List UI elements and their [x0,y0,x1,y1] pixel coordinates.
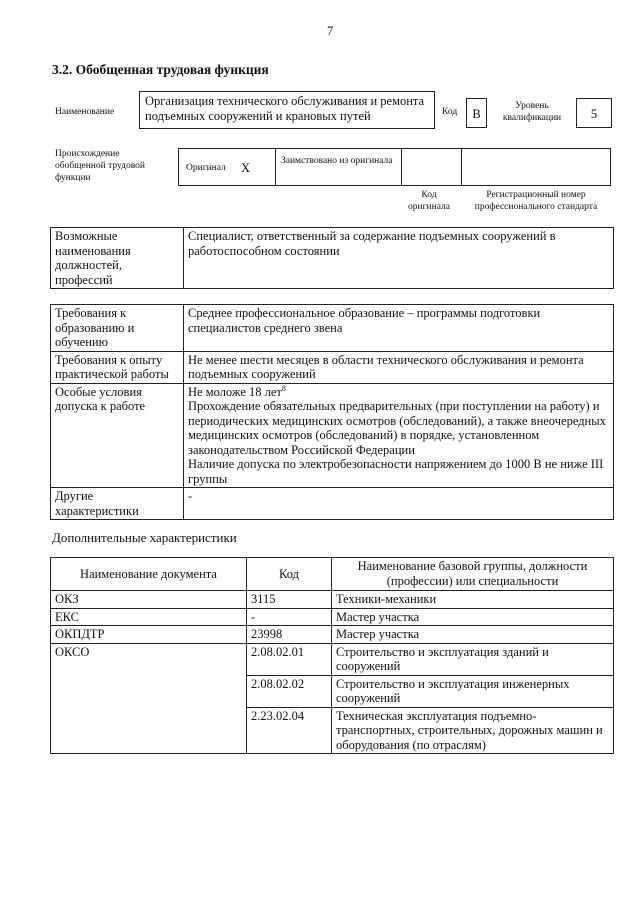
name-value: Организация технического обслуживания и ремонта подъемных сооружений и крановых путей [139,91,435,129]
age-requirement: Не моложе 18 лет [188,384,282,399]
row-doc: ОКЗ [51,591,247,609]
row-name: Мастер участка [332,626,614,644]
row-code: 3115 [247,591,332,609]
section-title: 3.2. Обобщенная трудовая функция [52,62,269,77]
conditions-label: Особые условия допуска к работе [51,383,184,488]
row-code: 2.08.02.01 [247,643,332,675]
table-row [51,643,614,675]
other-value: - [184,488,614,520]
row-code: 2.08.02.02 [247,675,332,707]
borrowed-label: Заимствовано из оригинала [281,156,393,166]
table-row [51,626,614,644]
row-code: 23998 [247,626,332,644]
electrical-safety-requirement: Наличие допуска по электробезопасности напряжением до 1000 В не ниже III группы [188,457,604,486]
positions-label: Возможные наименования должностей, профессий [51,228,184,289]
table-row [51,608,614,626]
code-label: Код [442,107,458,117]
experience-label: Требования к опыту практической работы [51,351,184,383]
row-code: - [247,608,332,626]
row-doc: ЕКС [51,608,247,626]
row-doc: ОКПДТР [51,626,247,644]
original-label: Оригинал [186,163,226,173]
row-name: Техническая эксплуатация подъемно-транспортных, строительных, дорожных машин и оборудования (по отраслям) [332,707,614,754]
origin-label: Происхождение обобщенной трудовой функции [55,149,145,183]
additional-table [50,557,614,754]
row-name: Строительство и эксплуатация зданий и сооружений [332,643,614,675]
col-name-header: Наименование базовой группы, должности (профессии) или специальности [332,558,614,591]
experience-value: Не менее шести месяцев в области технического обслуживания и ремонта подъемных сооружений [184,351,614,383]
education-value: Среднее профессиональное образование – программы подготовки специалистов среднего звена [184,305,614,352]
level-value: 5 [576,98,612,128]
positions-value: Специалист, ответственный за содержание подъемных сооружений в работоспособном состоянии [184,228,614,289]
row-name: Строительство и эксплуатация инженерных сооружений [332,675,614,707]
requirements-table [50,304,614,520]
other-label: Другие характеристики [51,488,184,520]
original-mark: X [241,161,251,175]
col-doc-header: Наименование документа [51,558,247,591]
reg-number-caption: Регистрационный номер профессионального стандарта [474,190,598,212]
col-code-header: Код [247,558,332,591]
code-original-caption: Код оригинала [408,190,450,212]
row-name: Мастер участка [332,608,614,626]
footnote-mark: 8 [281,383,286,393]
row-code: 2.23.02.04 [247,707,332,754]
table-row [51,591,614,609]
additional-title: Дополнительные характеристики [52,530,237,545]
positions-table [50,227,614,289]
conditions-value [184,383,614,488]
name-label: Наименование [55,107,115,117]
level-label: Уровень квалификации [502,101,562,123]
education-label: Требования к образованию и обучению [51,305,184,352]
origin-box [178,148,611,186]
row-doc: ОКСО [51,643,247,754]
code-value: B [466,98,487,128]
medical-requirement: Прохождение обязательных предварительных (при поступлении на работу) и периодических медицинских осмотров (обследований), а также внеочередных медицинских осмотров (обследований) в порядке, установленном законодательством Российской Федерации [188,399,606,457]
row-name: Техники-механики [332,591,614,609]
page-number: 7 [327,24,334,38]
